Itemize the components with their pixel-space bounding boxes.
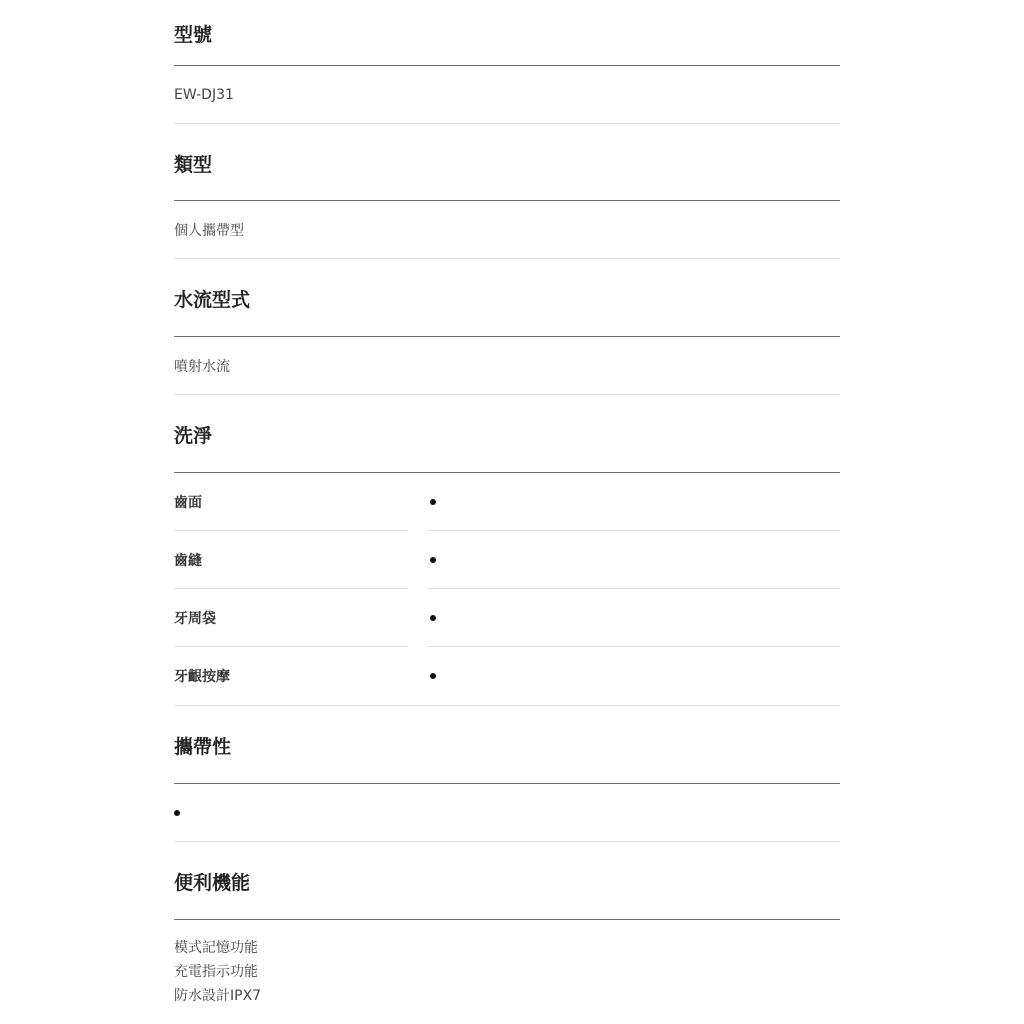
section-value-portability: [174, 784, 840, 842]
cleaning-row-interdental: [174, 531, 840, 589]
cleaning-row-tooth-surface: [174, 473, 840, 531]
section-type: [174, 124, 840, 259]
feature-item: 防水設計IPX7: [174, 988, 262, 1004]
check-dot-icon: [430, 557, 436, 563]
cleaning-row-value: [428, 647, 840, 705]
cleaning-row-value: [428, 531, 840, 589]
cleaning-row-label: 齒面: [174, 473, 408, 531]
features-list: [174, 920, 840, 1008]
section-value-flow: 噴射水流: [174, 337, 840, 395]
section-value-model: EW-DJ31: [174, 66, 840, 124]
section-flow: [174, 259, 840, 395]
section-model: [174, 0, 840, 124]
section-heading-model: 型號: [174, 0, 840, 66]
section-features: [174, 842, 840, 1008]
check-dot-icon: [430, 615, 436, 621]
cleaning-row-periodontal-pocket: [174, 589, 840, 647]
section-heading-portability: 攜帶性: [174, 706, 840, 784]
section-heading-type: 類型: [174, 124, 840, 201]
section-portability: [174, 706, 840, 842]
section-heading-flow: 水流型式: [174, 259, 840, 337]
check-dot-icon: [430, 499, 436, 505]
cleaning-row-value: [428, 473, 840, 531]
section-heading-cleaning: 洗淨: [174, 395, 840, 473]
check-dot-icon: [174, 810, 180, 816]
cleaning-row-label: 牙齦按摩: [174, 669, 230, 685]
cleaning-row-label: 牙周袋: [174, 589, 408, 647]
cleaning-row-gum-massage: [174, 647, 840, 706]
spec-table: [174, 0, 840, 1008]
section-cleaning: [174, 395, 840, 706]
cleaning-row-label: 齒縫: [174, 531, 408, 589]
feature-item: 模式記憶功能: [174, 940, 258, 956]
section-heading-features: 便利機能: [174, 842, 840, 920]
feature-item: 充電指示功能: [174, 964, 258, 980]
check-dot-icon: [430, 673, 436, 679]
cleaning-row-value: [428, 589, 840, 647]
section-value-type: 個人攜帶型: [174, 201, 840, 259]
